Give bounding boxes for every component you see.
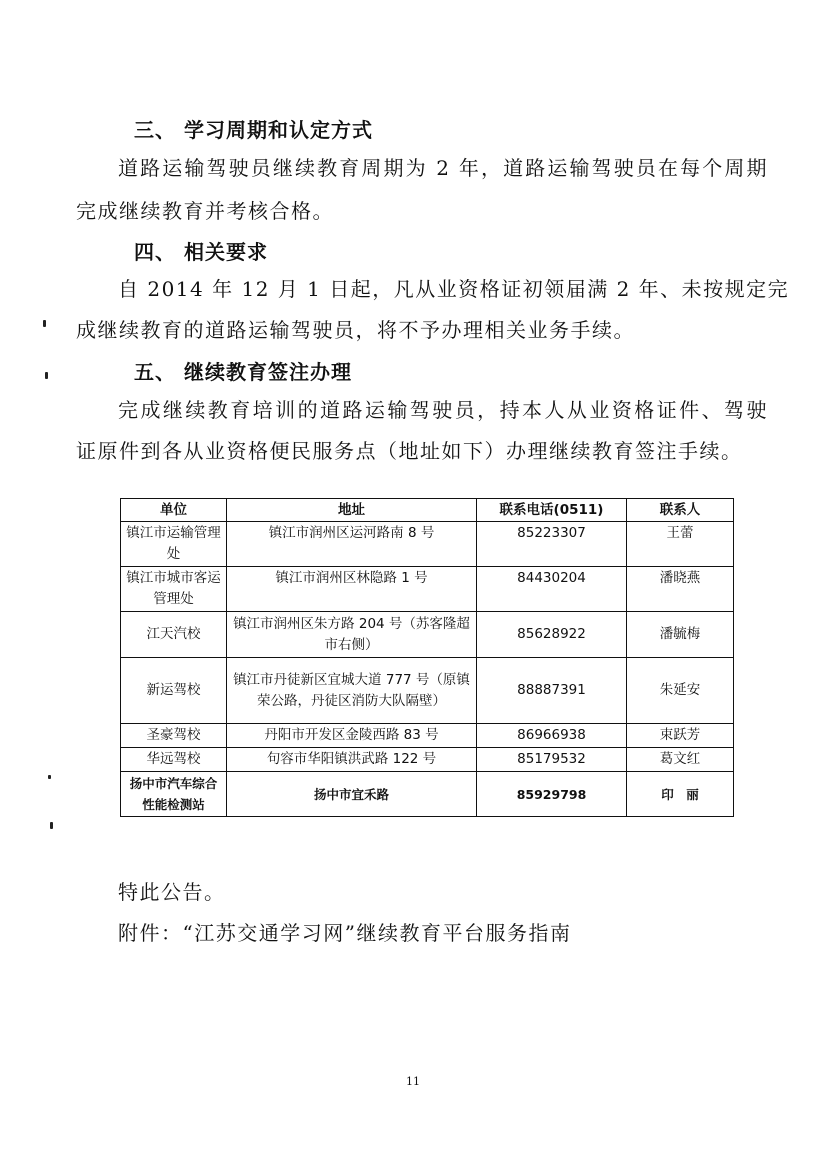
cell-phone: 84430204	[477, 567, 627, 612]
cell-unit: 镇江市城市客运管理处	[121, 567, 227, 612]
cell-unit: 新运驾校	[121, 658, 227, 724]
column-header-phone: 联系电话(0511)	[477, 499, 627, 522]
scan-speck	[43, 320, 46, 327]
scan-speck	[48, 775, 51, 779]
cell-contact: 潘毓梅	[627, 612, 734, 658]
cell-address: 镇江市丹徒新区宜城大道 777 号（原镇荣公路，丹徒区消防大队隔壁）	[227, 658, 477, 724]
cell-phone: 88887391	[477, 658, 627, 724]
cell-address: 丹阳市开发区金陵西路 83 号	[227, 724, 477, 748]
column-header-contact: 联系人	[627, 499, 734, 522]
column-header-unit: 单位	[121, 499, 227, 522]
table-row	[121, 748, 734, 772]
paragraph-line: 自 2014 年 12 月 1 日起，凡从业资格证初领届满 2 年、未按规定完	[118, 277, 790, 301]
cell-phone: 86966938	[477, 724, 627, 748]
cell-address: 扬中市宜禾路	[227, 772, 477, 817]
cell-contact: 朱延安	[627, 658, 734, 724]
cell-contact: 葛文红	[627, 748, 734, 772]
table-row	[121, 612, 734, 658]
column-header-address: 地址	[227, 499, 477, 522]
table-row	[121, 522, 734, 567]
service-points-table	[120, 498, 734, 817]
scan-speck	[45, 372, 48, 379]
table-header-row	[121, 499, 734, 522]
section-heading-4: 四、 相关要求	[134, 240, 268, 264]
cell-phone: 85179532	[477, 748, 627, 772]
cell-address: 镇江市润州区林隐路 1 号	[227, 567, 477, 612]
cell-unit: 扬中市汽车综合性能检测站	[121, 772, 227, 817]
section-heading-3: 三、 学习周期和认定方式	[134, 118, 373, 142]
paragraph-line: 道路运输驾驶员继续教育周期为 2 年，道路运输驾驶员在每个周期	[118, 156, 768, 180]
cell-phone: 85929798	[477, 772, 627, 817]
table-row	[121, 567, 734, 612]
cell-unit: 镇江市运输管理处	[121, 522, 227, 567]
table-row	[121, 724, 734, 748]
closing-notice: 特此公告。	[118, 880, 226, 904]
attachment-line: 附件：“江苏交通学习网”继续教育平台服务指南	[118, 921, 572, 945]
cell-unit: 华远驾校	[121, 748, 227, 772]
cell-contact: 束跃芳	[627, 724, 734, 748]
cell-address: 镇江市润州区朱方路 204 号（苏客隆超市右侧）	[227, 612, 477, 658]
table-row	[121, 658, 734, 724]
cell-phone: 85628922	[477, 612, 627, 658]
cell-contact: 潘晓燕	[627, 567, 734, 612]
cell-unit: 圣豪驾校	[121, 724, 227, 748]
cell-contact: 王蕾	[627, 522, 734, 567]
paragraph-line: 成继续教育的道路运输驾驶员，将不予办理相关业务手续。	[76, 318, 635, 342]
table-row	[121, 772, 734, 817]
paragraph-line: 证原件到各从业资格便民服务点（地址如下）办理继续教育签注手续。	[76, 439, 743, 463]
cell-address: 句容市华阳镇洪武路 122 号	[227, 748, 477, 772]
cell-unit: 江天汽校	[121, 612, 227, 658]
paragraph-line: 完成继续教育并考核合格。	[76, 199, 334, 223]
paragraph-line: 完成继续教育培训的道路运输驾驶员，持本人从业资格证件、驾驶	[118, 398, 768, 422]
scan-speck	[50, 822, 53, 829]
page-number: 11	[406, 1075, 420, 1088]
section-heading-5: 五、 继续教育签注办理	[134, 360, 352, 384]
cell-address: 镇江市润州区运河路南 8 号	[227, 522, 477, 567]
cell-contact: 印 丽	[627, 772, 734, 817]
cell-phone: 85223307	[477, 522, 627, 567]
